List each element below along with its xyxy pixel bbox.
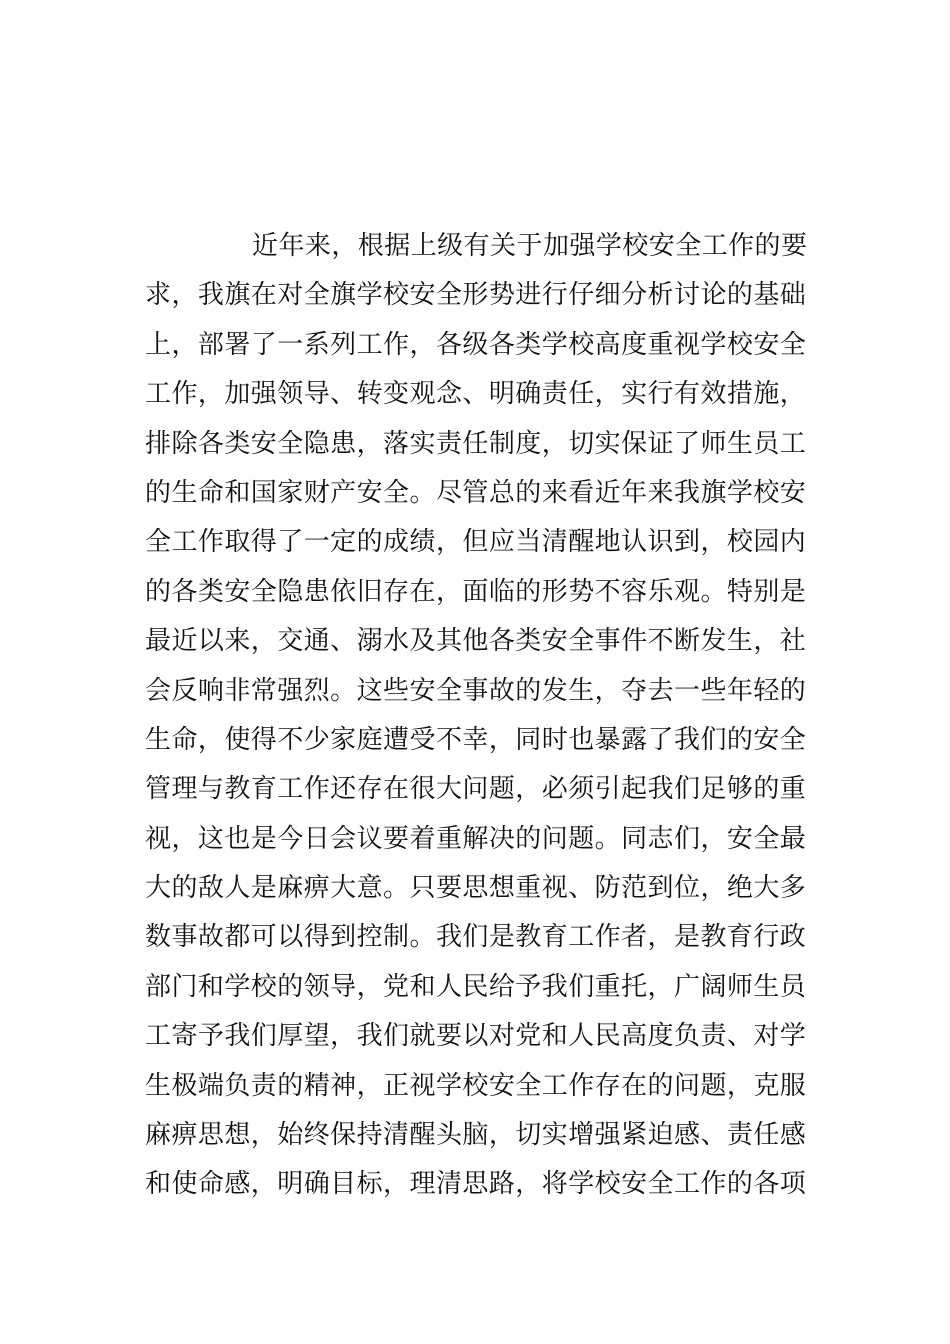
paragraph-line: 生极端负责的精神，正视学校安全工作存在的问题，克服 bbox=[145, 1070, 807, 1101]
paragraph-line: 最近以来，交通、溺水及其他各类安全事件不断发生，社 bbox=[145, 626, 807, 657]
paragraph-line: 工寄予我们厚望，我们就要以对党和人民高度负责、对学 bbox=[145, 1021, 807, 1052]
body-paragraph bbox=[145, 222, 810, 1210]
paragraph-line: 麻痹思想，始终保持清醒头脑，切实增强紧迫感、责任感 bbox=[145, 1120, 807, 1151]
paragraph-line: 部门和学校的领导，党和人民给予我们重托，广阔师生员 bbox=[145, 971, 807, 1002]
paragraph-line: 的各类安全隐患依旧存在，面临的形势不容乐观。特别是 bbox=[145, 576, 807, 607]
paragraph-line: 和使命感，明确目标，理清思路，将学校安全工作的各项 bbox=[145, 1169, 807, 1200]
paragraph-line: 排除各类安全隐患，落实责任制度，切实保证了师生员工 bbox=[145, 428, 807, 459]
paragraph-line: 全工作取得了一定的成绩，但应当清醒地认识到，校园内 bbox=[145, 527, 807, 558]
paragraph-line: 会反响非常强烈。这些安全事故的发生，夺去一些年轻的 bbox=[145, 675, 807, 706]
paragraph-line: 的生命和国家财产安全。尽管总的来看近年来我旗学校安 bbox=[145, 477, 807, 508]
paragraph-line: 生命，使得不少家庭遭受不幸，同时也暴露了我们的安全 bbox=[145, 724, 807, 755]
paragraph-line: 工作，加强领导、转变观念、明确责任，实行有效措施， bbox=[145, 379, 807, 410]
paragraph-line: 近年来，根据上级有关于加强学校安全工作的要 bbox=[252, 231, 808, 261]
paragraph-line: 上，部署了一系列工作，各级各类学校高度重视学校安全 bbox=[145, 329, 807, 360]
paragraph-line: 求，我旗在对全旗学校安全形势进行仔细分析讨论的基础 bbox=[145, 280, 807, 311]
paragraph-line: 视，这也是今日会议要着重解决的问题。同志们，安全最 bbox=[145, 823, 807, 854]
paragraph-line: 大的敌人是麻痹大意。只要思想重视、防范到位，绝大多 bbox=[145, 873, 807, 904]
paragraph-line: 数事故都可以得到控制。我们是教育工作者，是教育行政 bbox=[145, 922, 807, 953]
paragraph-line: 管理与教育工作还存在很大问题，必须引起我们足够的重 bbox=[145, 774, 807, 805]
